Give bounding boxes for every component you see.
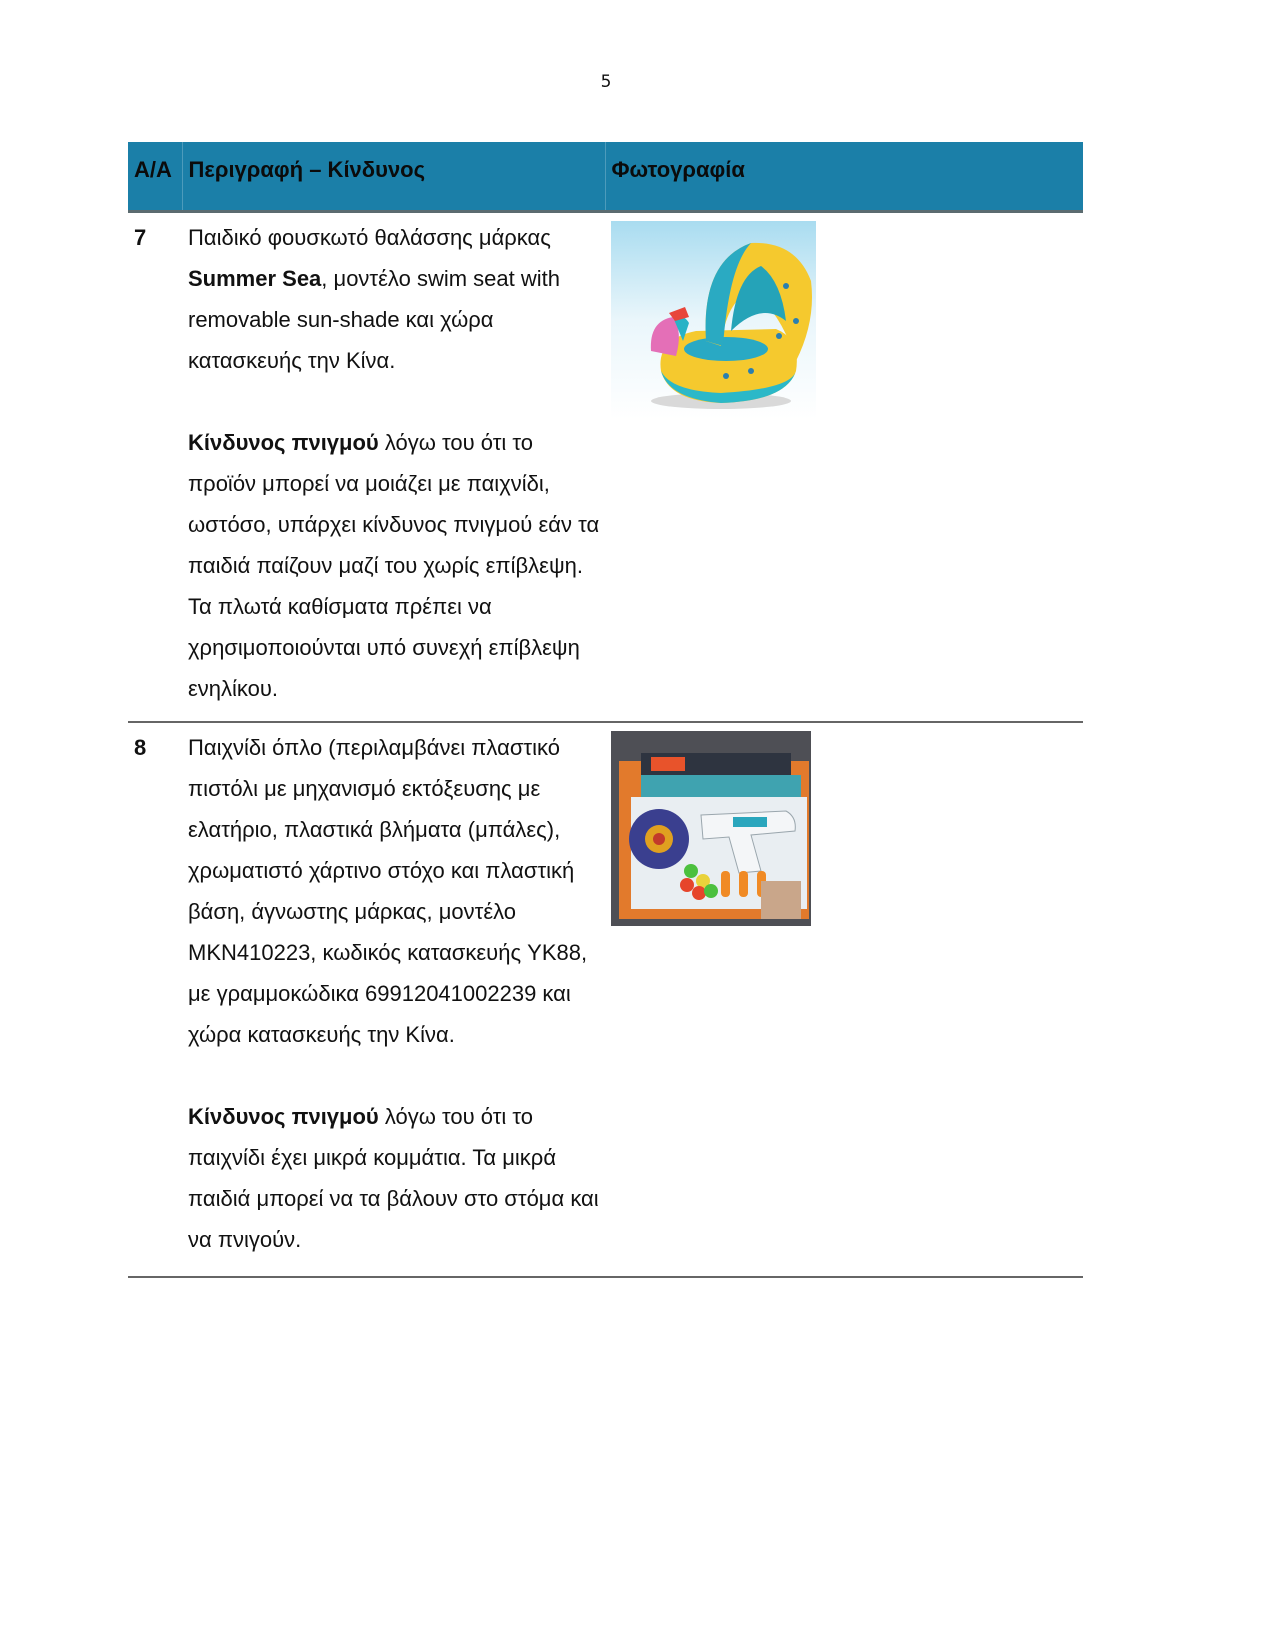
product-alert-table: [128, 142, 1083, 1278]
item-photo-cell: [605, 212, 1083, 723]
description-intro: Παιδικό φουσκωτό θαλάσσης μάρκας: [188, 225, 551, 250]
table-row: [128, 722, 1083, 1277]
brand-name: Summer Sea: [188, 266, 322, 291]
item-photo-cell: [605, 722, 1083, 1277]
product-description: [188, 727, 605, 1055]
header-aa: Α/Α: [128, 142, 182, 212]
risk-label: Κίνδυνος πνιγμού: [188, 1104, 379, 1129]
toy-gun-box-photo-icon: [611, 731, 811, 926]
table-header-row: [128, 142, 1083, 212]
item-description: [182, 722, 605, 1277]
risk-description: [188, 422, 605, 709]
table-row: [128, 212, 1083, 723]
item-number: 8: [128, 722, 182, 1277]
product-description: [188, 217, 605, 381]
page-number: 5: [600, 72, 612, 92]
risk-text: λόγω του ότι το προϊόν μπορεί να μοιάζει με παιχνίδι, ωστόσο, υπάρχει κίνδυνος πνιγμού εάν τα παιδιά παίζουν μαζί του χωρίς επίβλεψη. Τα πλωτά καθίσματα πρέπει να χρησιμοποιούνται υπό συνεχή επίβλεψη ενηλίκου.: [188, 430, 600, 701]
description-intro: Παιχνίδι όπλο (περιλαμβάνει πλαστικό πιστόλι με μηχανισμό εκτόξευσης με ελατήριο, πλαστικά βλήματα (μπάλες), χρωματιστό χάρτινο στόχο και πλαστική βάση, άγνωστης μάρκας, μοντέλο MKN410223, κωδικός κατασκευής YK88, με γραμμοκώδικα 69912041002239 και χώρα κατασκευής την Κίνα.: [188, 735, 588, 1047]
risk-text: λόγω του ότι το παιχνίδι έχει μικρά κομμάτια. Τα μικρά παιδιά μπορεί να τα βάλουν στο στόμα και να πνιγούν.: [188, 1104, 599, 1252]
header-photo: Φωτογραφία: [605, 142, 1083, 212]
risk-description: [188, 1096, 605, 1260]
inflatable-swim-seat-photo-icon: [611, 221, 816, 419]
header-description-risk: Περιγραφή – Κίνδυνος: [182, 142, 605, 212]
item-number: 7: [128, 212, 182, 723]
risk-label: Κίνδυνος πνιγμού: [188, 430, 379, 455]
description-rest: , μοντέλο swim seat with removable sun-shade και χώρα κατασκευής την Κίνα.: [188, 266, 560, 373]
item-description: [182, 212, 605, 723]
